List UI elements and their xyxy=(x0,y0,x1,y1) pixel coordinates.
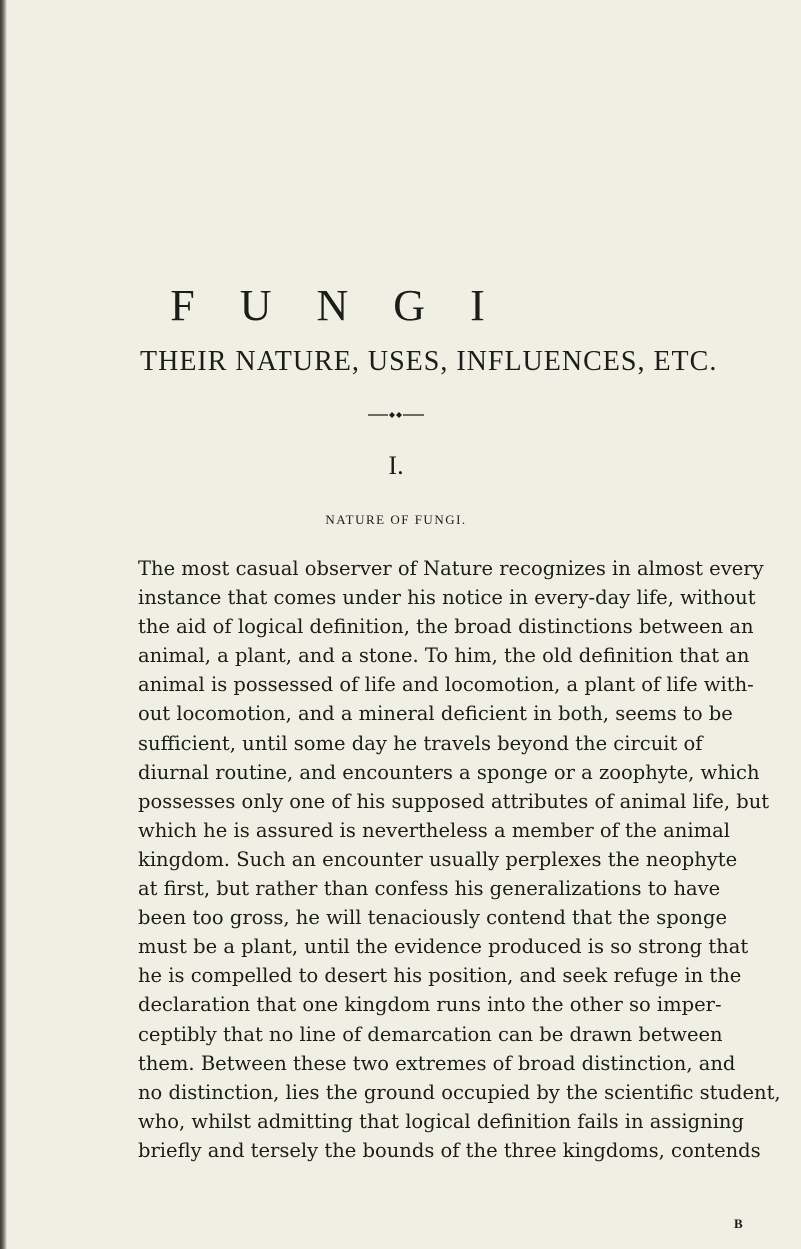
text-line: who, whilst admitting that logical definition fails in assigning xyxy=(138,1109,744,1133)
text-line: must be a plant, until the evidence produced is so strong that xyxy=(138,935,749,959)
book-title: F U N G I xyxy=(170,281,502,330)
text-line: he is compelled to desert his position, and seek refuge in the xyxy=(138,964,742,988)
signature-mark: B xyxy=(734,1216,743,1231)
text-line: animal is possessed of life and locomotion, a plant of life with- xyxy=(138,673,754,697)
chapter-number: I. xyxy=(388,451,404,480)
ornament-divider-icon xyxy=(366,410,426,420)
text-line: them. Between these two extremes of broad distinction, and xyxy=(138,1051,736,1075)
text-line: sufficient, until some day he travels beyond the circuit of xyxy=(138,731,703,755)
text-line: kingdom. Such an encounter usually perplexes the neophyte xyxy=(138,847,738,871)
text-line: which he is assured is nevertheless a member of the animal xyxy=(138,818,730,842)
text-line: diurnal routine, and encounters a sponge or a zoophyte, which xyxy=(138,760,760,784)
text-line: the aid of logical definition, the broad distinctions between an xyxy=(138,615,754,639)
section-title: NATURE OF FUNGI. xyxy=(325,512,467,527)
text-line: possesses only one of his supposed attributes of animal life, but xyxy=(138,789,770,813)
text-line: been too gross, he will tenaciously contend that the sponge xyxy=(138,906,727,930)
text-line: out locomotion, and a mineral deficient in both, seems to be xyxy=(138,702,733,726)
body-text xyxy=(138,554,781,1165)
text-line: The most casual observer of Nature recognizes in almost every xyxy=(138,557,764,580)
text-line: briefly and tersely the bounds of the three kingdoms, contends xyxy=(138,1138,761,1162)
text-line: ceptibly that no line of demarcation can be drawn between xyxy=(138,1022,723,1046)
text-line: at first, but rather than confess his generalizations to have xyxy=(138,877,721,901)
text-line: declaration that one kingdom runs into the other so imper- xyxy=(138,993,722,1017)
text-line: animal, a plant, and a stone. To him, the old definition that an xyxy=(138,644,750,668)
book-subtitle: THEIR NATURE, USES, INFLUENCES, ETC. xyxy=(140,346,718,377)
text-line: instance that comes under his notice in every-day life, without xyxy=(138,586,756,610)
text-line: no distinction, lies the ground occupied by the scientific student, xyxy=(138,1080,781,1104)
